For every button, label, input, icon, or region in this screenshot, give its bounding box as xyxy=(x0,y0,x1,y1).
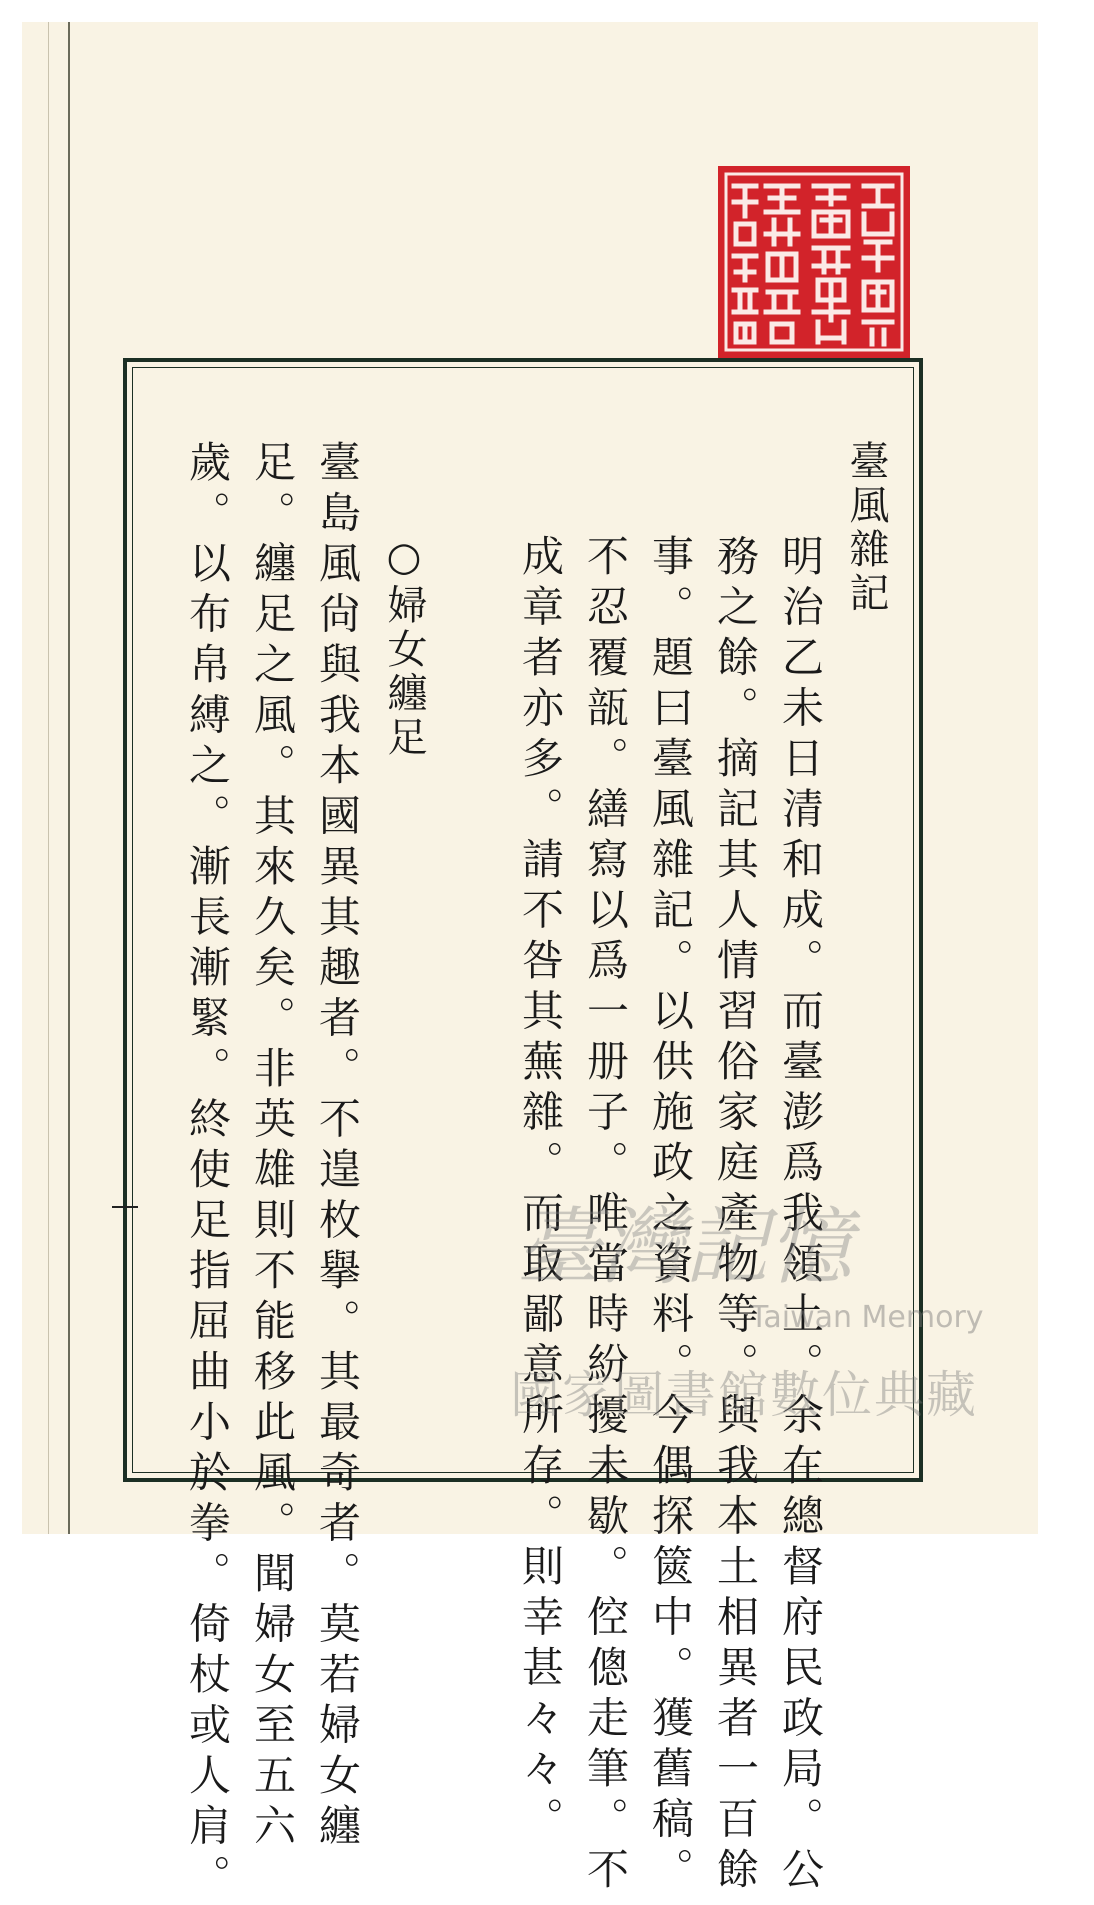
preface-line: 務之餘。摘記其人情習俗家庭產物等。與我本土相異者一百餘 xyxy=(711,534,760,1898)
body-line: 足。纏足之風。其來久矣。非英雄則不能移此風。聞婦女至五六 xyxy=(248,440,297,1854)
watermark-logo-text: 臺灣記憶 xyxy=(516,1198,853,1296)
section-heading: ○婦女纏足 xyxy=(381,534,427,760)
page-edge-line xyxy=(48,22,49,1534)
watermark-english: Taiwan Memory xyxy=(750,1300,984,1335)
preface-line: 事。題曰臺風雜記。以供施政之資料。今偶探篋中。獲舊稿。 xyxy=(646,534,695,1898)
document-title: 臺風雜記 xyxy=(843,440,889,616)
page-number-mark xyxy=(112,1206,138,1208)
preface-line: 明治乙未日清和成。而臺澎爲我領土。余在總督府民政局。公 xyxy=(776,534,825,1898)
preface-line: 不忍覆瓿。繕寫以爲一册子。唯當時紛擾未歇。倥傯走筆。不 xyxy=(581,534,630,1898)
watermark-chinese: 國家圖書館數位典藏 xyxy=(510,1366,978,1424)
preface-line: 成章者亦多。請不咎其蕪雜。而取鄙意所存。則幸甚々々。 xyxy=(516,534,565,1847)
fold-line xyxy=(68,22,70,1534)
body-line: 歲。以布帛縛之。漸長漸緊。終使足指屈曲小於拳。倚杖或人肩。 xyxy=(183,440,232,1905)
body-line: 臺島風尙與我本國異其趣者。不遑枚擧。其最奇者。莫若婦女纏 xyxy=(313,440,362,1854)
taiwan-memory-watermark xyxy=(500,1180,1020,1440)
library-seal-stamp xyxy=(714,162,914,362)
